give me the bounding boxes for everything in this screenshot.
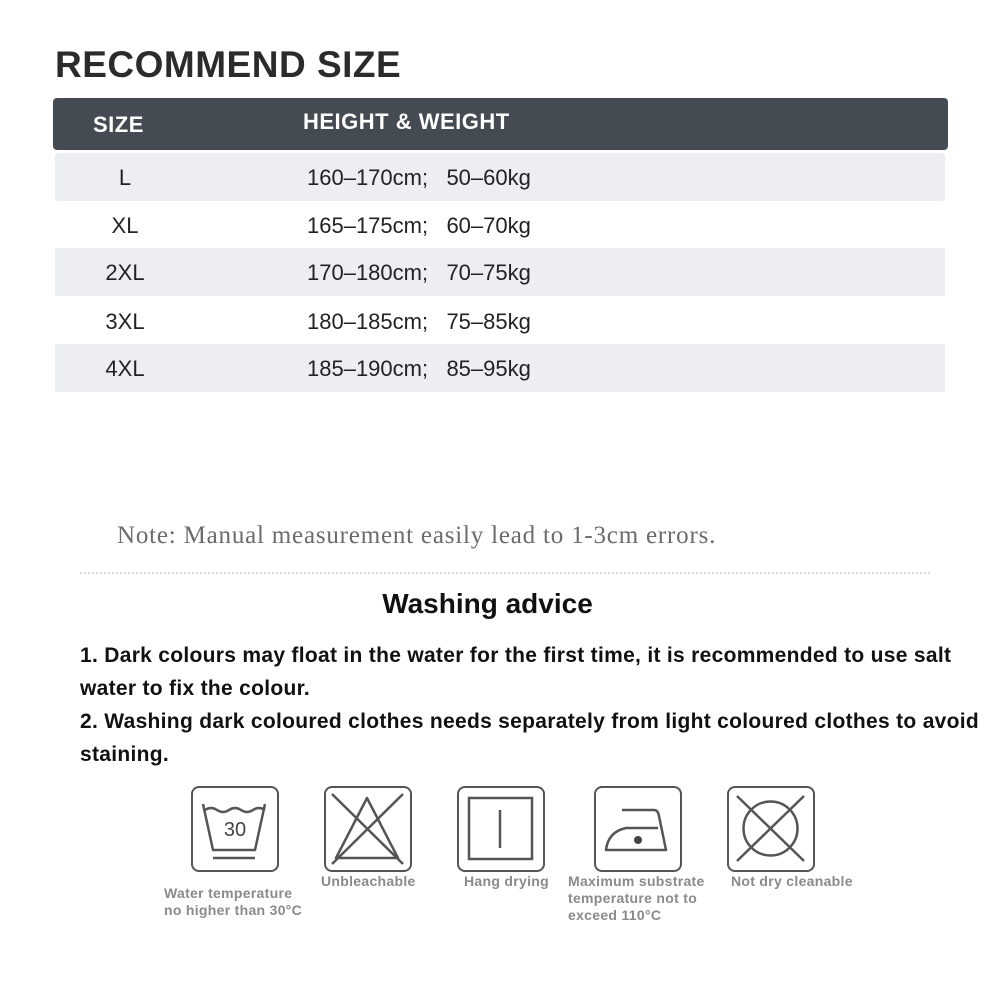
row-height: 170–180cm; (307, 260, 429, 285)
row-size: L (118, 165, 132, 190)
wash-30-icon (191, 786, 279, 872)
row-height: 180–185cm; (307, 309, 429, 334)
caption-hang-dry: Hang drying (464, 873, 549, 889)
table-row (55, 344, 945, 392)
caption-iron: Maximum substrate temperature not to exceed 110°C (568, 873, 705, 923)
row-weight: 75–85kg (446, 309, 531, 334)
header-size: SIZE (93, 112, 144, 137)
row-height: 185–190cm; (307, 356, 429, 381)
row-height-weight (307, 213, 531, 239)
caption-wash-temp: Water temperature no higher than 30°C (164, 885, 303, 918)
table-row (55, 248, 945, 296)
hang-dry-icon (457, 786, 545, 872)
table-row (55, 153, 945, 201)
row-weight: 60–70kg (446, 213, 531, 238)
wash-temp-number: 30 (223, 819, 247, 841)
advice-item: 1. Dark colours may float in the water for the first time, it is recommended to use salt water to fix the colour. (80, 644, 952, 700)
row-size: 3XL (105, 309, 145, 334)
iron-icon (594, 786, 682, 872)
row-height: 165–175cm; (307, 213, 429, 238)
page-title: RECOMMEND SIZE (55, 44, 402, 85)
size-table-header (53, 98, 948, 150)
header-height-weight: HEIGHT & WEIGHT (303, 109, 510, 134)
measurement-note: Note: Manual measurement easily lead to 1-3cm errors. (117, 522, 717, 549)
row-size: XL (111, 213, 139, 238)
washing-advice-title: Washing advice (382, 588, 593, 619)
caption-unbleachable: Unbleachable (321, 873, 416, 889)
row-height-weight (307, 309, 531, 335)
row-height-weight (307, 356, 531, 382)
row-weight: 70–75kg (446, 260, 531, 285)
advice-item: 2. Washing dark coloured clothes needs separately from light coloured clothes to avoid staining. (80, 710, 980, 766)
row-size: 2XL (105, 260, 145, 285)
row-height: 160–170cm; (307, 165, 429, 190)
row-height-weight (307, 165, 531, 191)
no-bleach-icon (324, 786, 412, 872)
row-weight: 50–60kg (446, 165, 531, 190)
table-row (55, 201, 945, 249)
caption-no-dry-clean: Not dry cleanable (731, 873, 853, 889)
row-weight: 85–95kg (446, 356, 531, 381)
dotted-divider (80, 572, 930, 574)
no-dry-clean-icon (727, 786, 815, 872)
row-size: 4XL (105, 356, 145, 381)
table-row (55, 297, 945, 345)
row-height-weight (307, 260, 531, 286)
